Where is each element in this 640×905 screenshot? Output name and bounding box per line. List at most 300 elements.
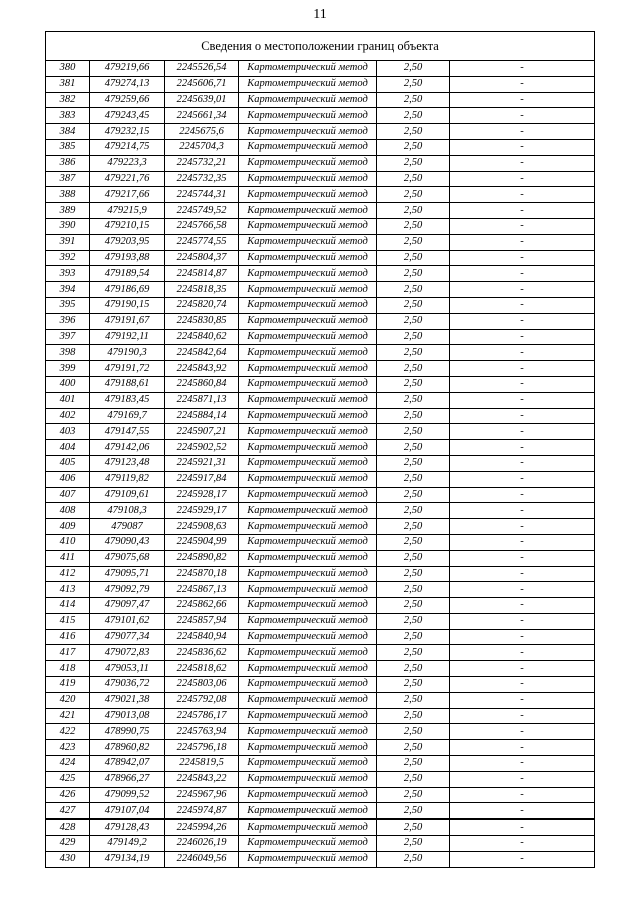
method-cell: Картометрический метод [239, 345, 377, 361]
precision-cell: 2,50 [377, 645, 450, 661]
precision-cell: 2,50 [377, 171, 450, 187]
description-cell: - [450, 724, 595, 740]
x-coordinate-cell: 479036,72 [90, 677, 165, 693]
method-cell: Картометрический метод [239, 282, 377, 298]
y-coordinate-cell: 2245732,35 [165, 171, 239, 187]
method-cell: Картометрический метод [239, 376, 377, 392]
precision-cell: 2,50 [377, 282, 450, 298]
precision-cell: 2,50 [377, 503, 450, 519]
y-coordinate-cell: 2245639,01 [165, 92, 239, 108]
point-number-cell: 407 [46, 487, 90, 503]
y-coordinate-cell: 2245792,08 [165, 692, 239, 708]
description-cell: - [450, 819, 595, 835]
table-row [46, 724, 595, 740]
description-cell: - [450, 124, 595, 140]
y-coordinate-cell: 2245796,18 [165, 740, 239, 756]
description-cell: - [450, 313, 595, 329]
method-cell: Картометрический метод [239, 803, 377, 819]
description-cell: - [450, 756, 595, 772]
precision-cell: 2,50 [377, 155, 450, 171]
precision-cell: 2,50 [377, 598, 450, 614]
table-row [46, 582, 595, 598]
y-coordinate-cell: 2245884,14 [165, 408, 239, 424]
point-number-cell: 415 [46, 613, 90, 629]
y-coordinate-cell: 2245871,13 [165, 392, 239, 408]
table-title: Сведения о местоположении границ объекта [46, 32, 595, 61]
description-cell: - [450, 171, 595, 187]
y-coordinate-cell: 2245836,62 [165, 645, 239, 661]
precision-cell: 2,50 [377, 108, 450, 124]
table-row [46, 218, 595, 234]
table-row [46, 598, 595, 614]
method-cell: Картометрический метод [239, 582, 377, 598]
precision-cell: 2,50 [377, 361, 450, 377]
x-coordinate-cell: 479149,2 [90, 836, 165, 852]
point-number-cell: 410 [46, 534, 90, 550]
description-cell: - [450, 471, 595, 487]
x-coordinate-cell: 478942,07 [90, 756, 165, 772]
description-cell: - [450, 803, 595, 819]
description-cell: - [450, 218, 595, 234]
description-cell: - [450, 61, 595, 77]
point-number-cell: 423 [46, 740, 90, 756]
x-coordinate-cell: 479169,7 [90, 408, 165, 424]
description-cell: - [450, 266, 595, 282]
description-cell: - [450, 629, 595, 645]
method-cell: Картометрический метод [239, 234, 377, 250]
table-row [46, 155, 595, 171]
x-coordinate-cell: 478960,82 [90, 740, 165, 756]
y-coordinate-cell: 2245661,34 [165, 108, 239, 124]
table-row [46, 803, 595, 819]
method-cell: Картометрический метод [239, 61, 377, 77]
x-coordinate-cell: 479109,61 [90, 487, 165, 503]
table-row [46, 282, 595, 298]
point-number-cell: 404 [46, 440, 90, 456]
y-coordinate-cell: 2245843,92 [165, 361, 239, 377]
y-coordinate-cell: 2245843,22 [165, 771, 239, 787]
description-cell: - [450, 613, 595, 629]
table-row [46, 851, 595, 867]
description-cell: - [450, 771, 595, 787]
table-row [46, 440, 595, 456]
x-coordinate-cell: 479190,3 [90, 345, 165, 361]
method-cell: Картометрический метод [239, 724, 377, 740]
x-coordinate-cell: 479077,34 [90, 629, 165, 645]
method-cell: Картометрический метод [239, 408, 377, 424]
y-coordinate-cell: 2245870,18 [165, 566, 239, 582]
x-coordinate-cell: 479123,48 [90, 455, 165, 471]
point-number-cell: 389 [46, 203, 90, 219]
precision-cell: 2,50 [377, 440, 450, 456]
precision-cell: 2,50 [377, 250, 450, 266]
y-coordinate-cell: 2245606,71 [165, 76, 239, 92]
method-cell: Картометрический метод [239, 313, 377, 329]
x-coordinate-cell: 479188,61 [90, 376, 165, 392]
x-coordinate-cell: 479214,75 [90, 139, 165, 155]
x-coordinate-cell: 479217,66 [90, 187, 165, 203]
precision-cell: 2,50 [377, 376, 450, 392]
table-row [46, 124, 595, 140]
method-cell: Картометрический метод [239, 836, 377, 852]
precision-cell: 2,50 [377, 124, 450, 140]
precision-cell: 2,50 [377, 724, 450, 740]
y-coordinate-cell: 2245814,87 [165, 266, 239, 282]
y-coordinate-cell: 2245820,74 [165, 297, 239, 313]
y-coordinate-cell: 2245904,99 [165, 534, 239, 550]
x-coordinate-cell: 479092,79 [90, 582, 165, 598]
x-coordinate-cell: 479099,52 [90, 787, 165, 803]
table-row [46, 487, 595, 503]
y-coordinate-cell: 2245907,21 [165, 424, 239, 440]
point-number-cell: 417 [46, 645, 90, 661]
method-cell: Картометрический метод [239, 629, 377, 645]
description-cell: - [450, 677, 595, 693]
table-row [46, 756, 595, 772]
table-row [46, 629, 595, 645]
y-coordinate-cell: 2245890,82 [165, 550, 239, 566]
boundary-coordinates-table [45, 31, 595, 868]
point-number-cell: 402 [46, 408, 90, 424]
description-cell: - [450, 598, 595, 614]
table-title-row [46, 32, 595, 61]
x-coordinate-cell: 479119,82 [90, 471, 165, 487]
precision-cell: 2,50 [377, 677, 450, 693]
precision-cell: 2,50 [377, 424, 450, 440]
method-cell: Картометрический метод [239, 424, 377, 440]
precision-cell: 2,50 [377, 408, 450, 424]
method-cell: Картометрический метод [239, 203, 377, 219]
precision-cell: 2,50 [377, 203, 450, 219]
description-cell: - [450, 76, 595, 92]
point-number-cell: 384 [46, 124, 90, 140]
precision-cell: 2,50 [377, 740, 450, 756]
x-coordinate-cell: 479221,76 [90, 171, 165, 187]
method-cell: Картометрический метод [239, 440, 377, 456]
y-coordinate-cell: 2245840,94 [165, 629, 239, 645]
precision-cell: 2,50 [377, 76, 450, 92]
x-coordinate-cell: 479189,54 [90, 266, 165, 282]
y-coordinate-cell: 2245840,62 [165, 329, 239, 345]
method-cell: Картометрический метод [239, 171, 377, 187]
x-coordinate-cell: 479107,04 [90, 803, 165, 819]
method-cell: Картометрический метод [239, 187, 377, 203]
table-row [46, 424, 595, 440]
x-coordinate-cell: 479075,68 [90, 550, 165, 566]
point-number-cell: 416 [46, 629, 90, 645]
y-coordinate-cell: 2245732,21 [165, 155, 239, 171]
description-cell: - [450, 345, 595, 361]
y-coordinate-cell: 2245994,26 [165, 819, 239, 835]
precision-cell: 2,50 [377, 471, 450, 487]
method-cell: Картометрический метод [239, 613, 377, 629]
description-cell: - [450, 503, 595, 519]
x-coordinate-cell: 479223,3 [90, 155, 165, 171]
table-row [46, 345, 595, 361]
x-coordinate-cell: 479191,72 [90, 361, 165, 377]
precision-cell: 2,50 [377, 392, 450, 408]
y-coordinate-cell: 2245774,55 [165, 234, 239, 250]
point-number-cell: 414 [46, 598, 90, 614]
table-row [46, 297, 595, 313]
point-number-cell: 401 [46, 392, 90, 408]
x-coordinate-cell: 479274,13 [90, 76, 165, 92]
x-coordinate-cell: 479142,06 [90, 440, 165, 456]
point-number-cell: 400 [46, 376, 90, 392]
point-number-cell: 391 [46, 234, 90, 250]
table-row [46, 534, 595, 550]
point-number-cell: 386 [46, 155, 90, 171]
x-coordinate-cell: 479095,71 [90, 566, 165, 582]
y-coordinate-cell: 2245842,64 [165, 345, 239, 361]
table-row [46, 108, 595, 124]
table-row [46, 566, 595, 582]
y-coordinate-cell: 2245830,85 [165, 313, 239, 329]
method-cell: Картометрический метод [239, 534, 377, 550]
table-row [46, 376, 595, 392]
point-number-cell: 399 [46, 361, 90, 377]
description-cell: - [450, 424, 595, 440]
point-number-cell: 427 [46, 803, 90, 819]
description-cell: - [450, 203, 595, 219]
description-cell: - [450, 329, 595, 345]
table-row [46, 392, 595, 408]
x-coordinate-cell: 479210,15 [90, 218, 165, 234]
precision-cell: 2,50 [377, 61, 450, 77]
description-cell: - [450, 282, 595, 298]
description-cell: - [450, 787, 595, 803]
x-coordinate-cell: 479219,66 [90, 61, 165, 77]
table-row [46, 250, 595, 266]
precision-cell: 2,50 [377, 487, 450, 503]
description-cell: - [450, 566, 595, 582]
point-number-cell: 428 [46, 819, 90, 835]
point-number-cell: 385 [46, 139, 90, 155]
method-cell: Картометрический метод [239, 708, 377, 724]
x-coordinate-cell: 478990,75 [90, 724, 165, 740]
table-row [46, 819, 595, 835]
method-cell: Картометрический метод [239, 740, 377, 756]
x-coordinate-cell: 479087 [90, 519, 165, 535]
precision-cell: 2,50 [377, 692, 450, 708]
precision-cell: 2,50 [377, 851, 450, 867]
precision-cell: 2,50 [377, 613, 450, 629]
precision-cell: 2,50 [377, 803, 450, 819]
precision-cell: 2,50 [377, 708, 450, 724]
table-row [46, 771, 595, 787]
x-coordinate-cell: 479072,83 [90, 645, 165, 661]
method-cell: Картометрический метод [239, 487, 377, 503]
table-row [46, 519, 595, 535]
description-cell: - [450, 692, 595, 708]
y-coordinate-cell: 2245902,52 [165, 440, 239, 456]
boundary-table-sheet [45, 31, 594, 868]
point-number-cell: 405 [46, 455, 90, 471]
point-number-cell: 409 [46, 519, 90, 535]
point-number-cell: 411 [46, 550, 90, 566]
description-cell: - [450, 92, 595, 108]
point-number-cell: 398 [46, 345, 90, 361]
description-cell: - [450, 108, 595, 124]
description-cell: - [450, 487, 595, 503]
y-coordinate-cell: 2245803,06 [165, 677, 239, 693]
point-number-cell: 408 [46, 503, 90, 519]
method-cell: Картометрический метод [239, 392, 377, 408]
method-cell: Картометрический метод [239, 645, 377, 661]
method-cell: Картометрический метод [239, 329, 377, 345]
y-coordinate-cell: 2245857,94 [165, 613, 239, 629]
point-number-cell: 383 [46, 108, 90, 124]
description-cell: - [450, 582, 595, 598]
method-cell: Картометрический метод [239, 851, 377, 867]
x-coordinate-cell: 479053,11 [90, 661, 165, 677]
table-row [46, 313, 595, 329]
y-coordinate-cell: 2245749,52 [165, 203, 239, 219]
table-row [46, 92, 595, 108]
y-coordinate-cell: 2245675,6 [165, 124, 239, 140]
point-number-cell: 396 [46, 313, 90, 329]
point-number-cell: 392 [46, 250, 90, 266]
precision-cell: 2,50 [377, 519, 450, 535]
description-cell: - [450, 836, 595, 852]
method-cell: Картометрический метод [239, 155, 377, 171]
table-row [46, 361, 595, 377]
method-cell: Картометрический метод [239, 598, 377, 614]
description-cell: - [450, 297, 595, 313]
point-number-cell: 422 [46, 724, 90, 740]
description-cell: - [450, 534, 595, 550]
x-coordinate-cell: 479215,9 [90, 203, 165, 219]
point-number-cell: 424 [46, 756, 90, 772]
point-number-cell: 388 [46, 187, 90, 203]
point-number-cell: 406 [46, 471, 90, 487]
method-cell: Картометрический метод [239, 76, 377, 92]
method-cell: Картометрический метод [239, 92, 377, 108]
y-coordinate-cell: 2245766,58 [165, 218, 239, 234]
y-coordinate-cell: 2245929,17 [165, 503, 239, 519]
method-cell: Картометрический метод [239, 661, 377, 677]
method-cell: Картометрический метод [239, 139, 377, 155]
y-coordinate-cell: 2245526,54 [165, 61, 239, 77]
x-coordinate-cell: 479203,95 [90, 234, 165, 250]
x-coordinate-cell: 479147,55 [90, 424, 165, 440]
precision-cell: 2,50 [377, 455, 450, 471]
precision-cell: 2,50 [377, 787, 450, 803]
point-number-cell: 403 [46, 424, 90, 440]
table-row [46, 187, 595, 203]
table-row [46, 836, 595, 852]
description-cell: - [450, 408, 595, 424]
table-row [46, 171, 595, 187]
description-cell: - [450, 250, 595, 266]
method-cell: Картометрический метод [239, 550, 377, 566]
precision-cell: 2,50 [377, 756, 450, 772]
description-cell: - [450, 519, 595, 535]
method-cell: Картометрический метод [239, 519, 377, 535]
y-coordinate-cell: 2245917,84 [165, 471, 239, 487]
y-coordinate-cell: 2245804,37 [165, 250, 239, 266]
method-cell: Картометрический метод [239, 471, 377, 487]
y-coordinate-cell: 2246026,19 [165, 836, 239, 852]
x-coordinate-cell: 479090,43 [90, 534, 165, 550]
description-cell: - [450, 645, 595, 661]
point-number-cell: 420 [46, 692, 90, 708]
y-coordinate-cell: 2245818,35 [165, 282, 239, 298]
precision-cell: 2,50 [377, 836, 450, 852]
method-cell: Картометрический метод [239, 787, 377, 803]
description-cell: - [450, 740, 595, 756]
method-cell: Картометрический метод [239, 771, 377, 787]
table-row [46, 329, 595, 345]
table-row [46, 692, 595, 708]
x-coordinate-cell: 479013,08 [90, 708, 165, 724]
description-cell: - [450, 455, 595, 471]
method-cell: Картометрический метод [239, 297, 377, 313]
description-cell: - [450, 187, 595, 203]
x-coordinate-cell: 479192,11 [90, 329, 165, 345]
point-number-cell: 412 [46, 566, 90, 582]
point-number-cell: 393 [46, 266, 90, 282]
table-row [46, 787, 595, 803]
table-row [46, 645, 595, 661]
description-cell: - [450, 708, 595, 724]
description-cell: - [450, 661, 595, 677]
method-cell: Картометрический метод [239, 361, 377, 377]
description-cell: - [450, 155, 595, 171]
y-coordinate-cell: 2245921,31 [165, 455, 239, 471]
point-number-cell: 394 [46, 282, 90, 298]
x-coordinate-cell: 479128,43 [90, 819, 165, 835]
precision-cell: 2,50 [377, 345, 450, 361]
point-number-cell: 381 [46, 76, 90, 92]
method-cell: Картометрический метод [239, 218, 377, 234]
y-coordinate-cell: 2246049,56 [165, 851, 239, 867]
x-coordinate-cell: 479183,45 [90, 392, 165, 408]
table-row [46, 61, 595, 77]
table-row [46, 266, 595, 282]
method-cell: Картометрический метод [239, 756, 377, 772]
method-cell: Картометрический метод [239, 250, 377, 266]
table-row [46, 139, 595, 155]
y-coordinate-cell: 2245928,17 [165, 487, 239, 503]
point-number-cell: 395 [46, 297, 90, 313]
precision-cell: 2,50 [377, 582, 450, 598]
precision-cell: 2,50 [377, 139, 450, 155]
precision-cell: 2,50 [377, 187, 450, 203]
precision-cell: 2,50 [377, 534, 450, 550]
point-number-cell: 380 [46, 61, 90, 77]
table-row [46, 408, 595, 424]
x-coordinate-cell: 478966,27 [90, 771, 165, 787]
x-coordinate-cell: 479134,19 [90, 851, 165, 867]
table-row [46, 76, 595, 92]
x-coordinate-cell: 479186,69 [90, 282, 165, 298]
precision-cell: 2,50 [377, 92, 450, 108]
table-row [46, 550, 595, 566]
precision-cell: 2,50 [377, 629, 450, 645]
precision-cell: 2,50 [377, 297, 450, 313]
table-row [46, 503, 595, 519]
point-number-cell: 387 [46, 171, 90, 187]
method-cell: Картометрический метод [239, 677, 377, 693]
y-coordinate-cell: 2245818,62 [165, 661, 239, 677]
table-row [46, 471, 595, 487]
table-row [46, 708, 595, 724]
description-cell: - [450, 139, 595, 155]
precision-cell: 2,50 [377, 550, 450, 566]
page-number: 11 [313, 7, 327, 22]
x-coordinate-cell: 479101,62 [90, 613, 165, 629]
